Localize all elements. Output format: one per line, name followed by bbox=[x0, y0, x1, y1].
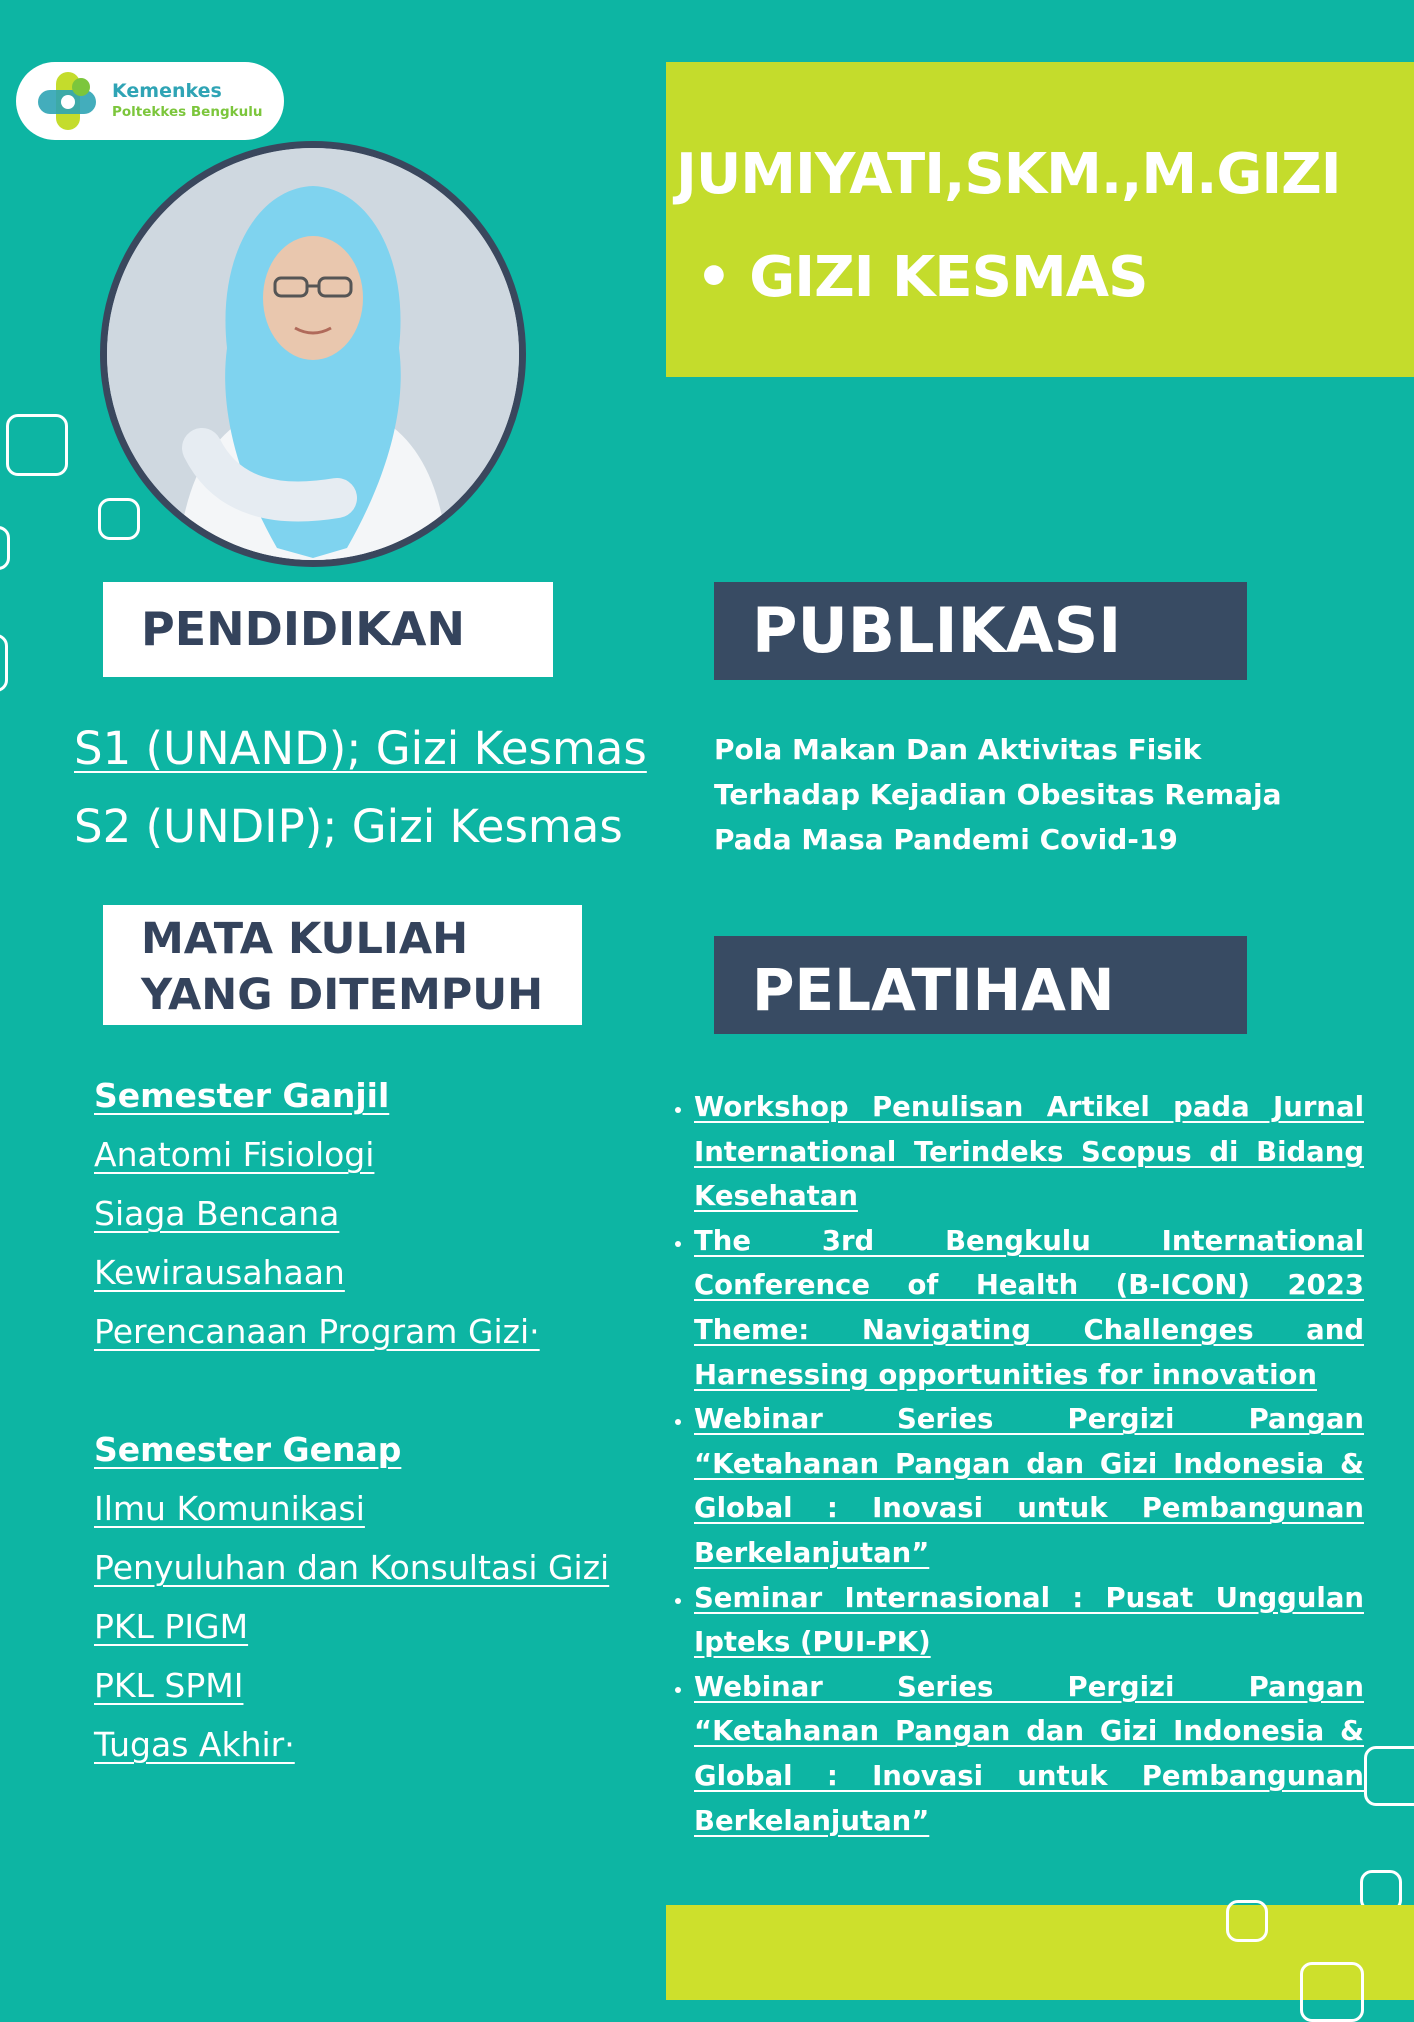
course-item[interactable]: Penyuluhan dan Konsultasi Gizi bbox=[94, 1548, 610, 1587]
education-item-s2: S2 (UNDIP); Gizi Kesmas bbox=[74, 800, 623, 853]
training-item[interactable]: • The 3rd Bengkulu International Conference of Health (B-ICON) 2023 Theme: Navigating Challenges and Harnessing opportunities for innovation bbox=[694, 1219, 1364, 1397]
decorative-square-icon bbox=[1226, 1900, 1268, 1942]
name-banner bbox=[666, 62, 1414, 377]
course-item[interactable]: Anatomi Fisiologi bbox=[94, 1135, 375, 1174]
decorative-square-icon bbox=[0, 634, 8, 692]
course-item[interactable]: PKL SPMI bbox=[94, 1666, 244, 1705]
decorative-square-icon bbox=[1300, 1962, 1364, 2022]
lecturer-name: JUMIYATI,SKM.,M.GIZI bbox=[676, 142, 1341, 207]
decorative-square-icon bbox=[0, 526, 10, 570]
course-item[interactable]: Perencanaan Program Gizi· bbox=[94, 1312, 540, 1351]
pendidikan-header: PENDIDIKAN bbox=[103, 582, 553, 677]
mata-kuliah-title-line-2: YANG DITEMPUH bbox=[141, 970, 544, 1020]
logo-line-1: Kemenkes bbox=[112, 80, 222, 102]
publication-title: Pola Makan Dan Aktivitas Fisik Terhadap Kejadian Obesitas Remaja Pada Masa Pandemi Covid-19 bbox=[714, 733, 1282, 856]
mata-kuliah-header bbox=[103, 905, 582, 1025]
profile-photo bbox=[100, 141, 526, 567]
course-item[interactable]: Ilmu Komunikasi bbox=[94, 1489, 365, 1528]
semester-ganjil-label: Semester Ganjil bbox=[94, 1076, 390, 1115]
course-list bbox=[94, 1066, 654, 1774]
training-list bbox=[660, 1085, 1364, 1843]
lecturer-specialty: • GIZI KESMAS bbox=[696, 245, 1148, 310]
decorative-square-icon bbox=[1364, 1746, 1414, 1806]
training-item[interactable]: • Seminar Internasional : Pusat Unggulan Ipteks (PUI-PK) bbox=[694, 1576, 1364, 1665]
mata-kuliah-title-line-1: MATA KULIAH bbox=[141, 914, 469, 964]
logo-line-2: Poltekkes Bengkulu bbox=[112, 104, 263, 120]
kemenkes-logo bbox=[16, 62, 284, 140]
decorative-square-icon bbox=[98, 498, 140, 540]
semester-spacer bbox=[94, 1361, 654, 1420]
training-item[interactable]: • Workshop Penulisan Artikel pada Jurnal International Terindeks Scopus di Bidang Kesehatan bbox=[694, 1085, 1364, 1219]
semester-genap-label: Semester Genap bbox=[94, 1430, 402, 1469]
pelatihan-header: PELATIHAN bbox=[714, 936, 1247, 1034]
course-item[interactable]: Kewirausahaan bbox=[94, 1253, 345, 1292]
publikasi-header: PUBLIKASI bbox=[714, 582, 1247, 680]
training-item[interactable]: • Webinar Series Pergizi Pangan “Ketahanan Pangan dan Gizi Indonesia & Global : Inovasi untuk Pembangunan Berkelanjutan” bbox=[694, 1665, 1364, 1843]
kemenkes-logo-icon bbox=[36, 70, 98, 132]
decorative-square-icon bbox=[6, 414, 68, 476]
training-item[interactable]: • Webinar Series Pergizi Pangan “Ketahanan Pangan dan Gizi Indonesia & Global : Inovasi untuk Pembangunan Berkelanjutan” bbox=[694, 1397, 1364, 1575]
education-item-s1: S1 (UNAND); Gizi Kesmas bbox=[74, 722, 647, 775]
course-item[interactable]: PKL PIGM bbox=[94, 1607, 249, 1646]
person-portrait-icon bbox=[107, 148, 519, 560]
course-item[interactable]: Siaga Bencana bbox=[94, 1194, 340, 1233]
course-item[interactable]: Tugas Akhir· bbox=[94, 1725, 295, 1764]
